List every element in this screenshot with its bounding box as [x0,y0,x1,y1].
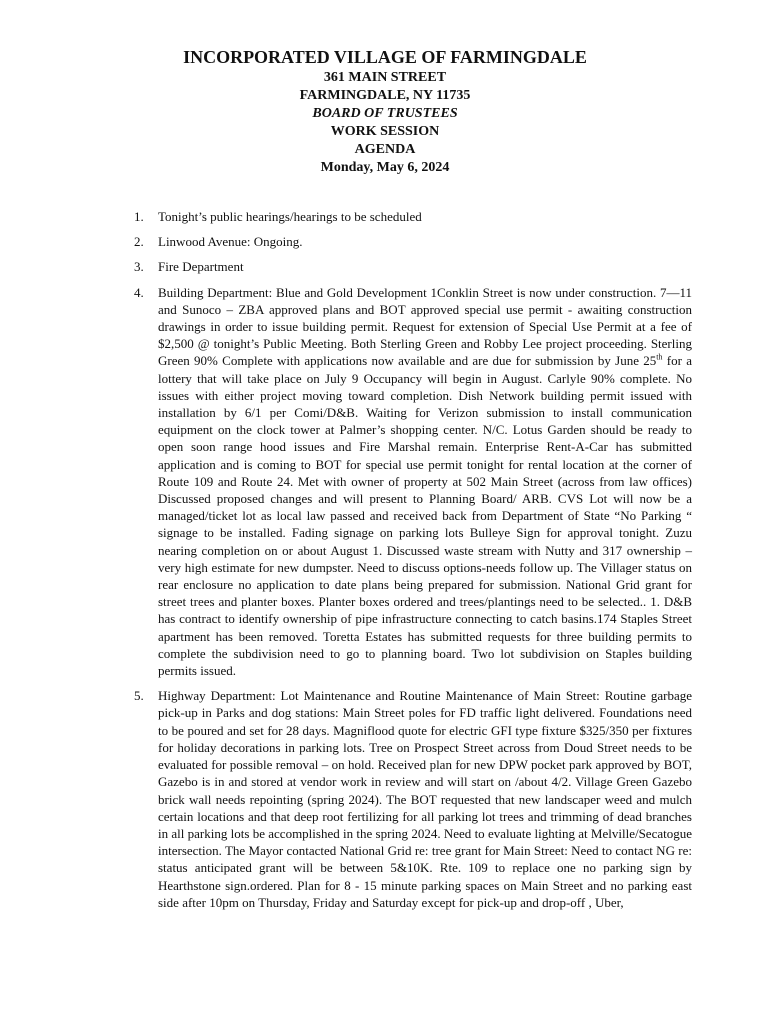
agenda-item [134,687,692,911]
item-text: Linwood Avenue: Ongoing. [158,234,303,250]
agenda-item [134,208,692,225]
session-type: WORK SESSION [330,124,440,139]
item-text-part-a: Building Department: Blue and Gold Development 1Conklin Street is now under construction. 7—11 and Sunoco – ZBA approved plans and BOT approved special use permit - awaiting construction drawings in order to issue building permit. Request for extension of Special Use Permit at a fee of $2,500 @ tonight’s Public Meeting. Both Sterling Green and Robby Lee project proceeding. Sterling Green 90% Complete with applications now available and are due for submission by June 25 [158,284,692,369]
item-number: 5. [134,688,144,704]
item-number: 4. [134,284,144,300]
ordinal-suffix: th [656,353,663,363]
street-address: 361 MAIN STREET [323,70,447,85]
document-header [0,46,770,177]
board-name: BOARD OF TRUSTEES [312,106,458,121]
city-address: FARMINGDALE, NY 11735 [299,88,471,103]
item-text: Tonight’s public hearings/hearings to be scheduled [158,209,422,224]
item-number: 2. [134,234,144,250]
agenda-item [134,258,692,275]
village-title: INCORPORATED VILLAGE OF FARMINGDALE [183,47,587,67]
item-text-part-b: for a lottery that will take place on July 9 Occupancy will begin in August. Carlyle 90% complete. No issues with either project moving toward completion. Dish Network building permit issued with installation by 6/1 per Comi/D&B. Waiting for Verizon submission to install communication equipment on the clock tower at Palmer’s shopping center. N/C. Lotus Garden should be ready to open soon range hood issues and Fire Marshal remain. Enterprise Rent-A-Car has submitted application and is coming to BOT for special use permit tonight for rental location at the corner of Route 109 and Route 24. Met with owner of property at 502 Main Street (across from law offices) Discussed proposed changes and will present to Planning Board/ ARB. CVS Lot will now be a managed/ticket lot as local law passed and received back from Department of State “No Parking “ signage to be installed. Fading signage on parking lots Bulleye Sign for approval tonight. Zuzu nearing completion on or about August 1. Discussed waste stream with Nutty and 317 ownership – very high estimate for new dumpster. Need to discuss options-needs follow up. The Villager status on rear enclosure no application to date plans being prepared for submission. National Grid grant for street trees and planter boxes. Planter boxes ordered and trees/plantings need to be selected.. 1. D&B has contract to identify ownership of pipe infrastructure connecting to catch basins.174 Staples Street apartment has been removed. Toretta Estates has submitted requests for three building permits to complete the subdivision need to go to planning board. Two lot subdivision on Staples building permits issued. [158,353,692,679]
agenda-item [134,233,692,250]
agenda-item [134,284,692,680]
item-number: 3. [134,259,144,275]
item-text: Highway Department: Lot Maintenance and Routine Maintenance of Main Street: Routine garbage pick-up in Parks and dog stations: Main Street poles for FD traffic light delivered. Foundations need to be poured and set for 28 days. Magniflood quote for electric GFI type fixture $325/350 per fixtures for holiday decorations in parking lots. Tree on Prospect Street across from Doud Street needs to be evaluated for possible removal – on hold. Received plan for new DPW pocket park approved by BOT, Gazebo is in and stored at vendor work in review and will start on /about 4/2. Village Green Gazebo brick wall needs repointing (spring 2024). The BOT requested that new landscaper weed and mulch certain locations and that deep root fertilizing for all parking lot trees and trimming of dead branches in all parking lots be accomplished in the spring 2024. Need to evaluate lighting at Melville/Secatogue intersection. The Mayor contacted National Grid re: tree grant for Main Street: Need to contact NG re: status anticipated grant will be between 5&10K. Rte. 109 to replace one no parking sign by Hearthstone sign.ordered. Plan for 8 - 15 minute parking spaces on Main Street and no parking east side after 10pm on Thursday, Friday and Saturday except for pick-up and drop-off , Uber, [158,688,692,910]
agenda-list [134,208,692,919]
item-number: 1. [134,209,144,224]
agenda-label: AGENDA [354,142,416,157]
item-text: Fire Department [158,259,244,275]
meeting-date: Monday, May 6, 2024 [320,160,450,175]
